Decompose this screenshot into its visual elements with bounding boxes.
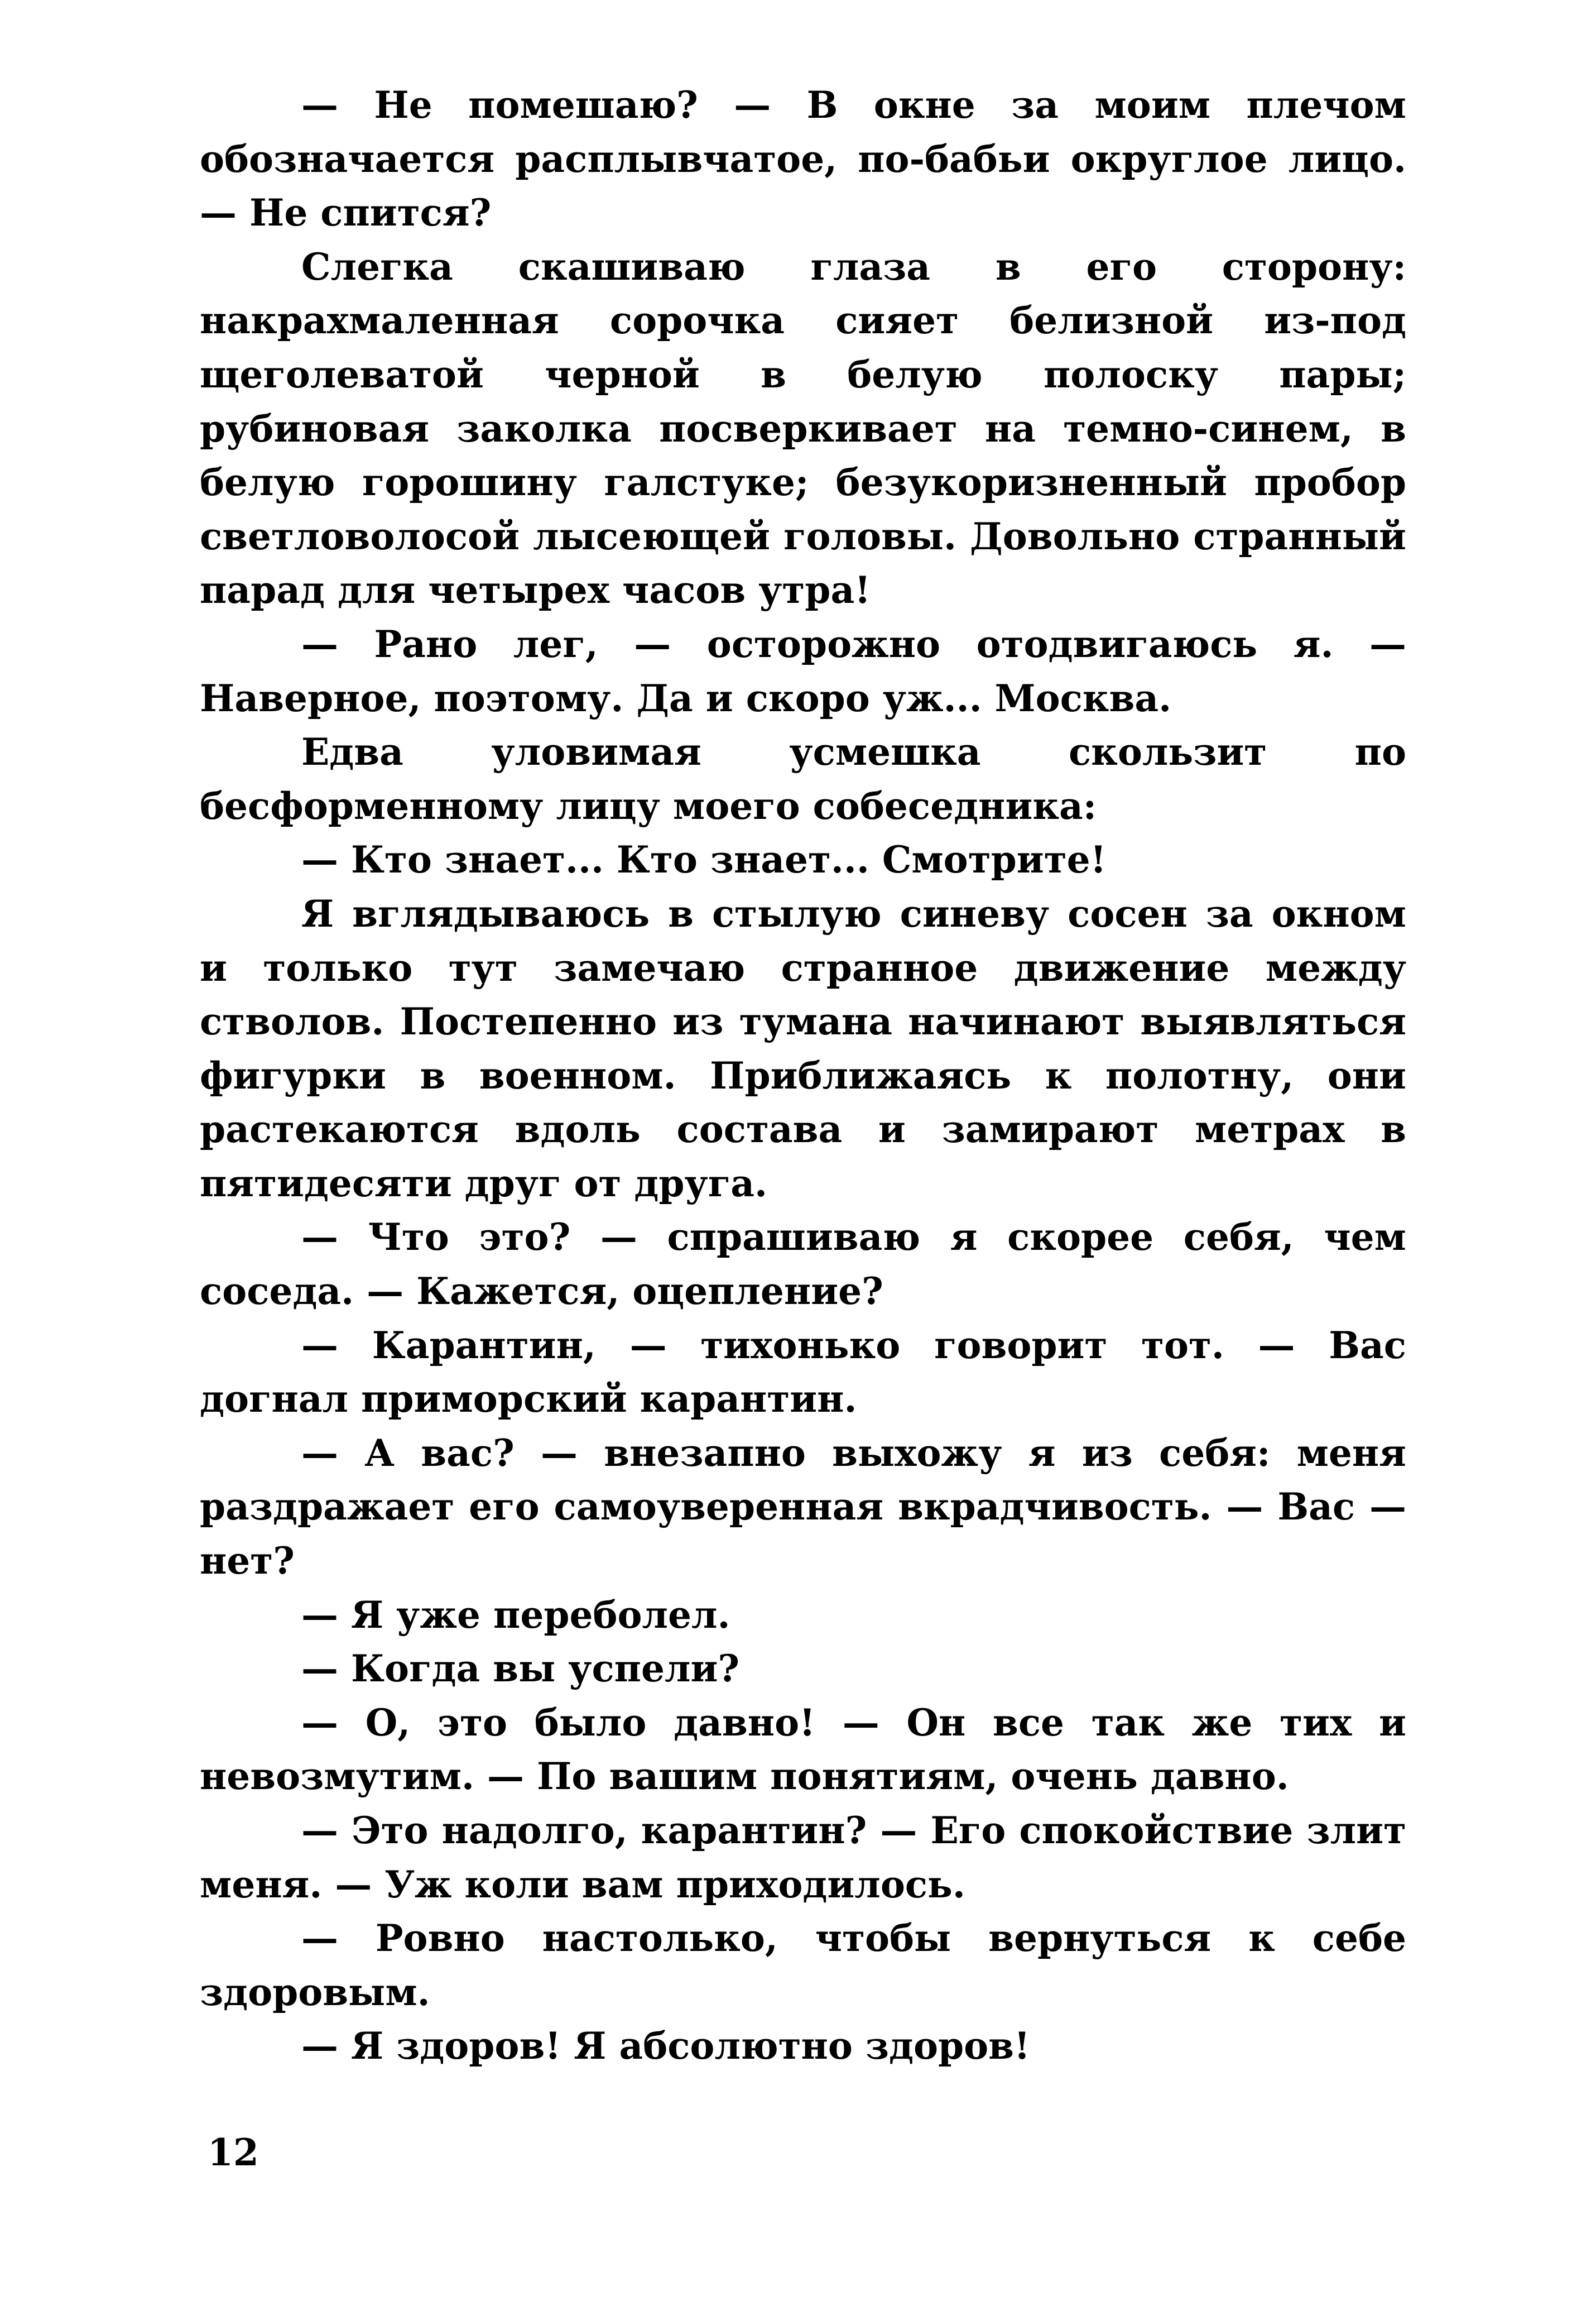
paragraph: — Я здоров! Я абсолютно здоров! bbox=[301, 2024, 1030, 2068]
paragraph: — Что это? — спрашиваю я скорее себя, чем соседа. — Кажется, оцепление? bbox=[200, 1215, 1406, 1313]
paragraph: — А вас? — внезапно выхожу я из себя: меня раздражает его самоуверенная вкрадчивость. — Вас — нет? bbox=[200, 1431, 1406, 1583]
paragraph: — Кто знает... Кто знает... Смотрите! bbox=[301, 838, 1107, 882]
paragraph: Едва уловимая усмешка скользит по бесформенному лицу моего собеседника: bbox=[200, 730, 1406, 828]
paragraph: Я вглядываюсь в стылую синеву сосен за окном и только тут замечаю странное движение между стволов. Постепенно из тумана начинают выявляться фигурки в военном. Приближаясь к полотну, они растекаются вдоль состава и замирают метрах в пятидесяти друг от друга. bbox=[200, 891, 1406, 1205]
paragraph: — Это надолго, карантин? — Его спокойствие злит меня. — Уж коли вам приходилось. bbox=[200, 1809, 1406, 1906]
paragraph: — Ровно настолько, чтобы вернуться к себе здоровым. bbox=[200, 1916, 1406, 2014]
paragraph: Слегка скашиваю глаза в его сторону: накрахмаленная сорочка сияет белизной из-под щеголеватой черной в белую полоску пары; рубиновая заколка посверкивает на темно-синем, в белую горошину галстуке; безукоризненный пробор светловолосой лысеющей головы. Довольно странный парад для четырех часов утра! bbox=[200, 244, 1406, 612]
paragraph: — Карантин, — тихонько говорит тот. — Вас догнал приморский карантин. bbox=[200, 1323, 1406, 1421]
paragraph: — Когда вы успели? bbox=[301, 1647, 740, 1691]
paragraph: — Не помешаю? — В окне за моим плечом обозначается расплывчатое, по-бабьи округлое лицо. — Не спится? bbox=[200, 83, 1406, 235]
paragraph: — Рано лег, — осторожно отодвигаюсь я. — Наверное, поэтому. Да и скоро уж... Москва. bbox=[200, 622, 1406, 720]
paragraph: — О, это было давно! — Он все так же тих и невозмутим. — По вашим понятиям, очень давно. bbox=[200, 1700, 1406, 1799]
page-text bbox=[200, 78, 1406, 2073]
paragraph: — Я уже переболел. bbox=[301, 1593, 730, 1637]
page-number: 12 bbox=[208, 2131, 259, 2174]
